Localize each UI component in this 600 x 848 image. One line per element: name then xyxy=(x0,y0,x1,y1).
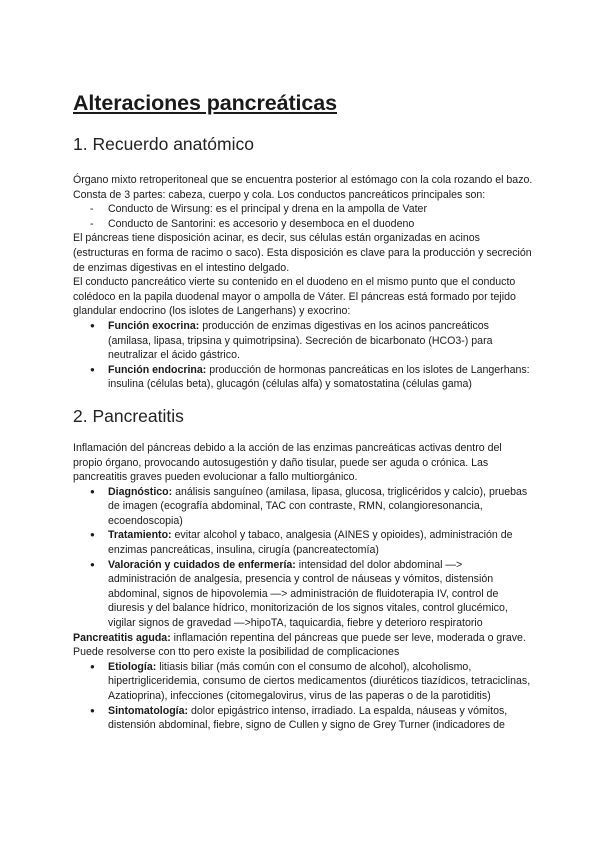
paragraph: Órgano mixto retroperitoneal que se encuentra posterior al estómago con la cola rozando el bazo. Consta de 3 partes: cabeza, cuerpo y cola. Los conductos pancreáticos principales son: xyxy=(73,174,533,201)
document-title: Alteraciones pancreáticas xyxy=(73,91,337,115)
item-text: litiasis biliar (más común con el consumo de alcohol), alcoholismo, hipertrigliceridemia, consumo de ciertos medicamentos (diuréticos tiazídicos, tetraciclinas, Azatioprina), infecciones (citomegalovirus, virus de las paperas o de la parotiditis) xyxy=(108,660,531,702)
acute-label: Pancreatitis aguda: xyxy=(73,631,171,644)
item-text: evitar alcohol y tabaco, analgesia (AINES y opioides), administración de enzimas pancreáticas, insulina, cirugía (pancreatectomía) xyxy=(108,529,513,557)
paragraph: El páncreas tiene disposición acinar, es decir, sus células están organizadas en acinos (estructuras en forma de racimo o saco). Esta disposición es clave para la producción y secreción de enzimas digestivas en el intestino delgado. xyxy=(73,232,532,274)
item-text: dolor epigástrico intenso, irradiado. La espalda, náuseas y vómitos, distensión abdominal, fiebre, signo de Cullen y signo de Grey Turner (indicadores de xyxy=(108,704,508,732)
acute-text: inflamación repentina del páncreas que puede ser leve, moderada o grave. Puede resolverse con tto pero existe la posibilidad de complicaciones xyxy=(73,631,526,659)
document-content xyxy=(73,90,533,733)
pancreatitis-list xyxy=(73,485,533,631)
list-item xyxy=(73,704,533,733)
list-item: - Conducto de Wirsung: es el principal y drena en la ampolla de Vater xyxy=(73,202,533,217)
paragraph: El conducto pancreático vierte su contenido en el duodeno en el mismo punto que el conducto colédoco en la papila duodenal mayor o ampolla de Váter. El páncreas está formado por tejido glandular endocrino (los islotes de Langerhans) y exocrino: xyxy=(73,276,516,318)
item-label: Tratamiento: xyxy=(108,529,172,542)
item-label: Valoración y cuidados de enfermería: xyxy=(108,558,296,571)
item-label: Función exocrina: xyxy=(108,319,200,332)
item-text: intensidad del dolor abdominal —> administración de analgesia, presencia y control de náuseas y vómitos, distensión abdominal, signos de hipovolemia —> administración de fluidoterapia IV, control de diuresis y del balance hídrico, monitorización de los signos vitales, control glucémico, vigilar signos de gravedad —>hipoTA, taquicardia, fiebre y deterioro respiratorio xyxy=(108,558,508,630)
list-item xyxy=(73,485,533,529)
item-text: producción de hormonas pancreáticas en los islotes de Langerhans: insulina (células beta), glucagón (células alfa) y somatostatina (células gama) xyxy=(108,363,530,391)
list-item xyxy=(73,558,533,631)
item-label: Función endocrina: xyxy=(108,363,207,376)
section-heading-anatomy: 1. Recuerdo anatómico xyxy=(73,134,254,154)
paragraph: Inflamación del páncreas debido a la acción de las enzimas pancreáticas activas dentro del propio órgano, provocando autosugestión y daño tisular, puede ser aguda o crónica. Las pancreatitis graves pueden evolucionar a fallo multiorgánico. xyxy=(73,441,502,484)
acute-list xyxy=(73,660,533,733)
item-text: producción de enzimas digestivas en los acinos pancreáticos (amilasa, lipasa, tripsina y quimotripsina). Secreción de bicarbonato (HCO3-) para neutralizar el ácido gástrico. xyxy=(108,319,493,362)
list-item: - Conducto de Santorini: es accesorio y desemboca en el duodeno xyxy=(73,217,533,232)
duct-list xyxy=(73,202,533,231)
item-label: Etiología: xyxy=(108,660,157,673)
item-text: análisis sanguíneo (amilasa, lipasa, glucosa, triglicéridos y calcio), pruebas de imagen (ecografía abdominal, TAC con contraste, RMN, colangioresonancia, ecoendoscopia) xyxy=(108,485,528,527)
list-item xyxy=(73,660,533,704)
list-item xyxy=(73,528,533,557)
item-label: Diagnóstico: xyxy=(108,485,173,498)
paragraph xyxy=(73,631,533,660)
list-item xyxy=(73,363,533,392)
function-list xyxy=(73,319,533,392)
list-item xyxy=(73,319,533,363)
item-label: Sintomatología: xyxy=(108,704,189,717)
section-heading-pancreatitis: 2. Pancreatitis xyxy=(73,405,184,426)
